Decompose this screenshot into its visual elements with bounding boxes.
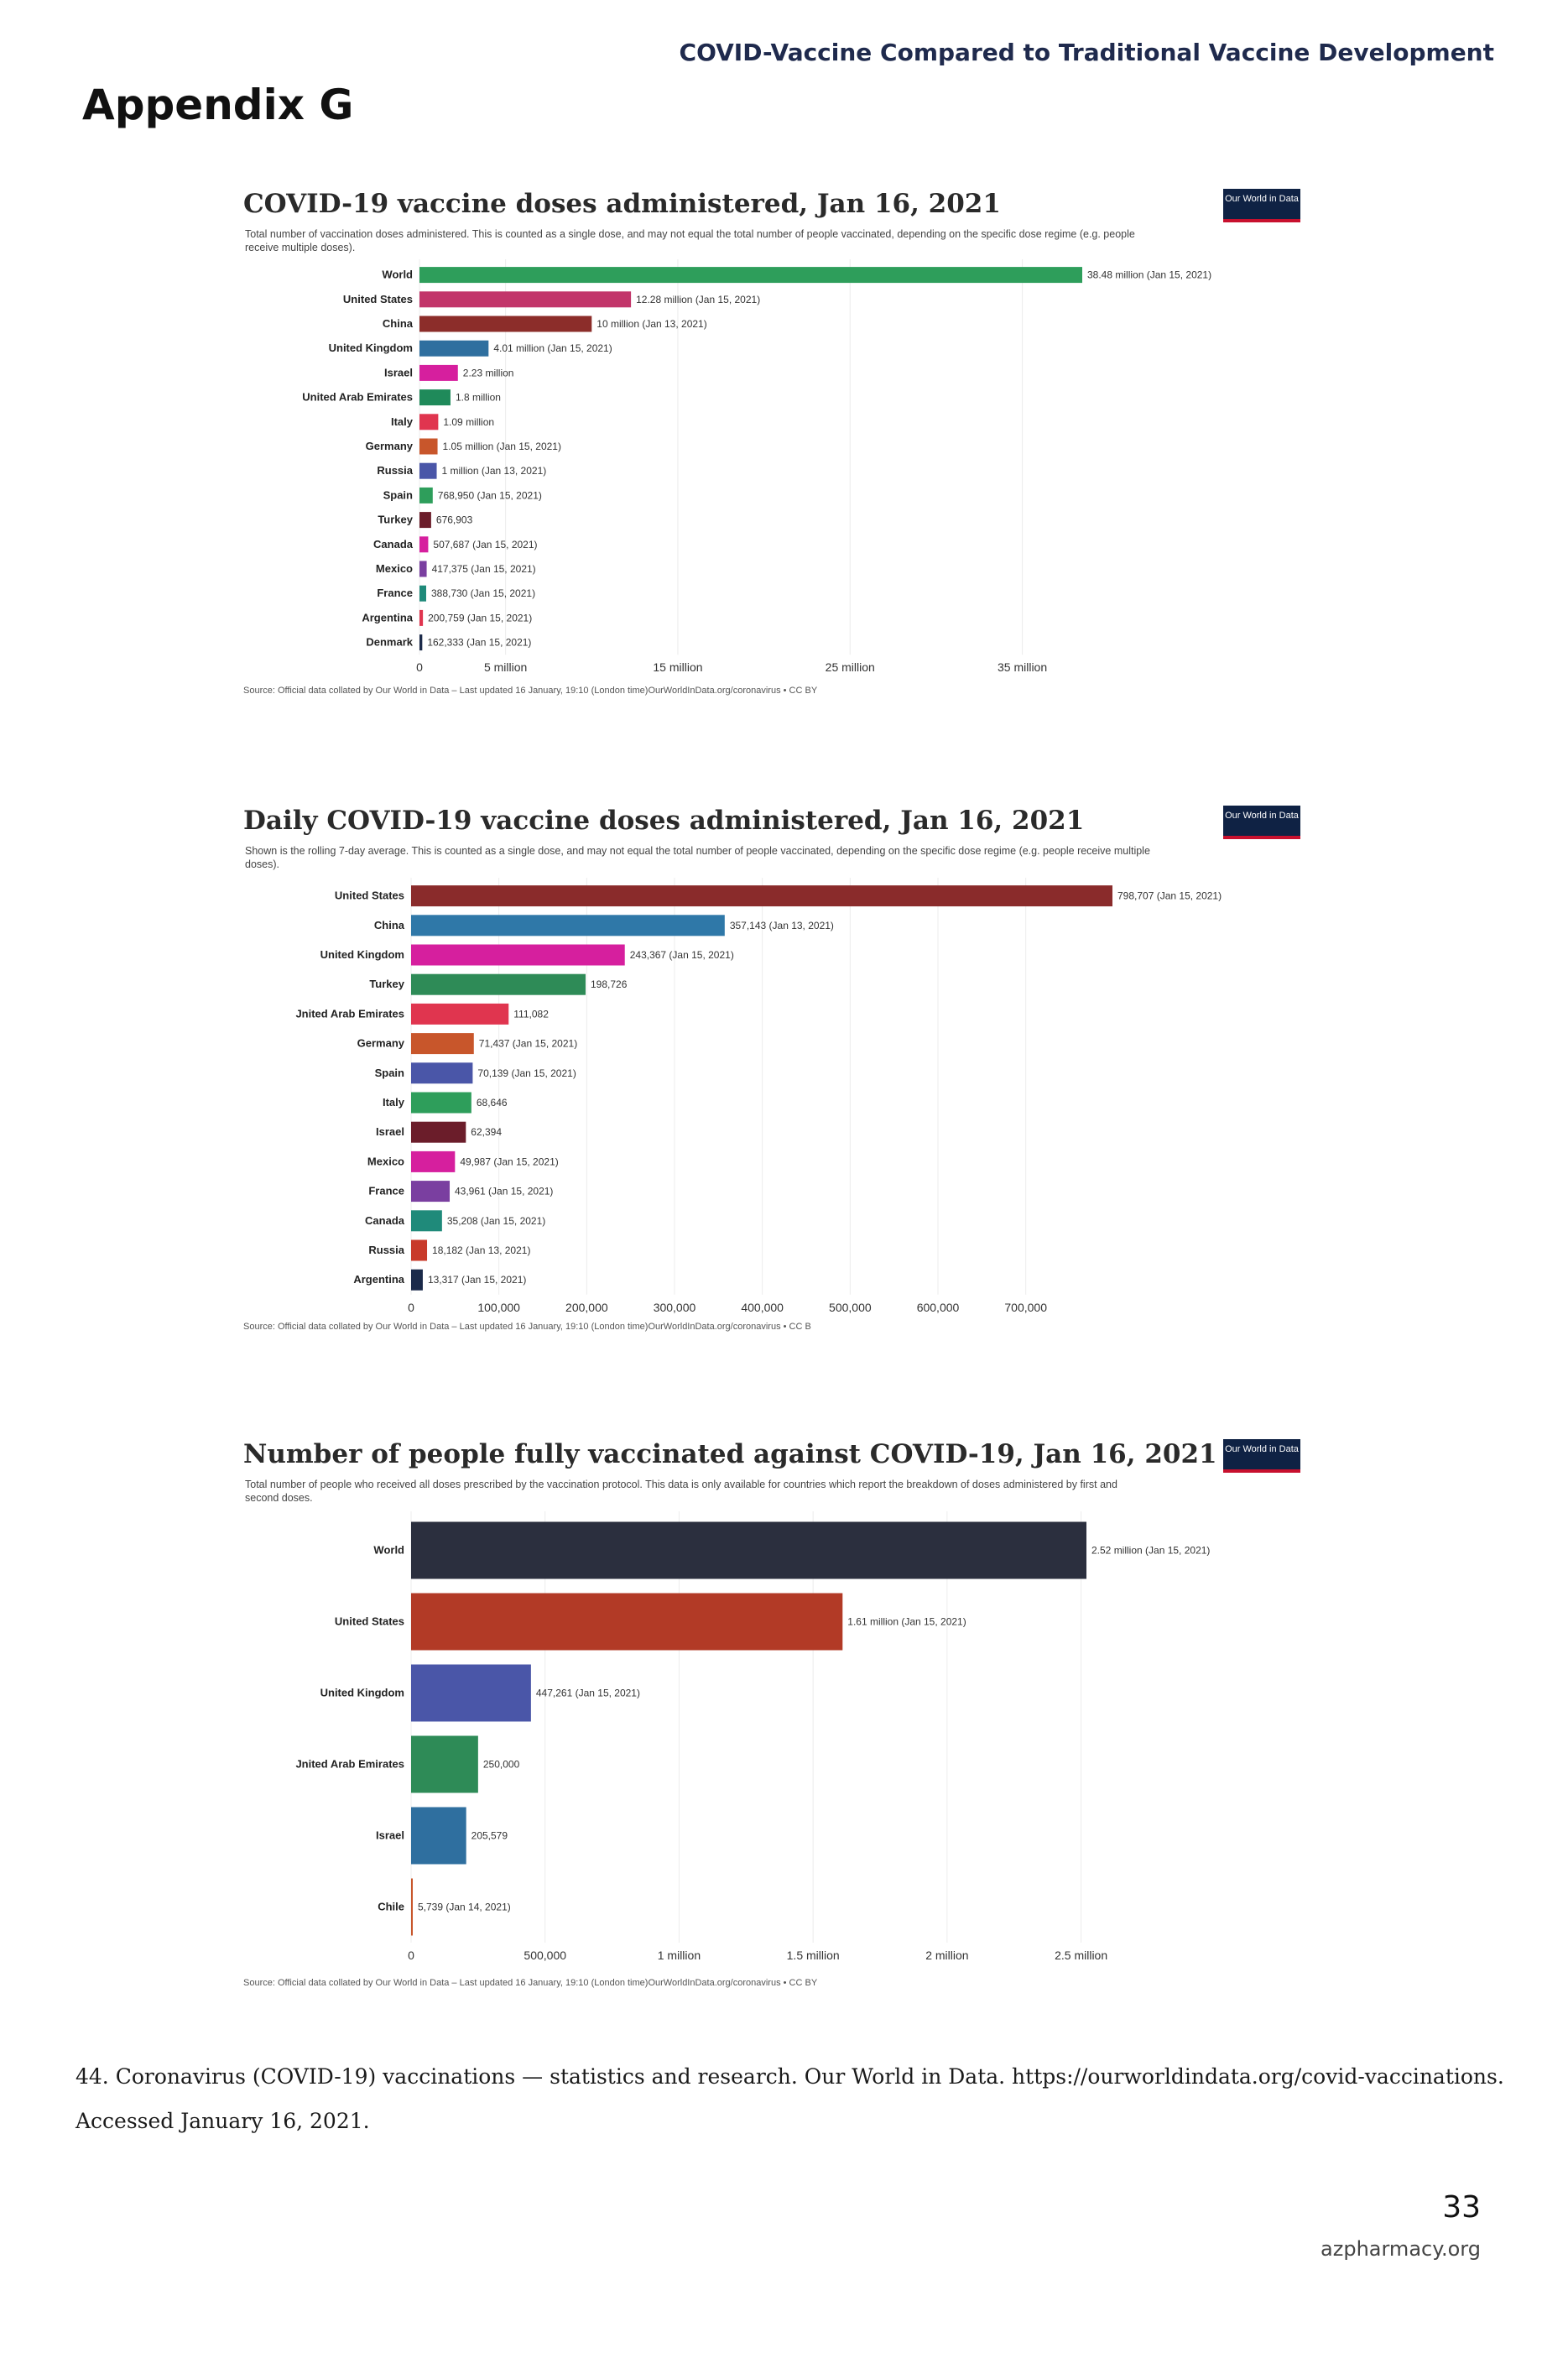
category-label: United Arab Emirates <box>302 390 413 404</box>
x-tick-label: 2.5 million <box>1055 1949 1108 1962</box>
value-label: 68,646 <box>476 1097 508 1109</box>
category-label: China <box>373 918 404 931</box>
bar <box>419 341 488 357</box>
value-label: 70,139 (Jan 15, 2021) <box>477 1067 576 1079</box>
bar <box>411 1522 1086 1579</box>
x-tick-label: 25 million <box>825 660 875 675</box>
value-label: 2.23 million <box>462 367 514 379</box>
bar <box>419 291 631 307</box>
bar <box>411 1665 531 1722</box>
x-tick-label: 700,000 <box>1004 1300 1047 1314</box>
x-tick-label: 2 million <box>925 1949 969 1962</box>
category-label: Argentina <box>353 1273 404 1286</box>
category-label: France <box>377 587 413 600</box>
value-label: 35,208 (Jan 15, 2021) <box>446 1214 546 1227</box>
bar <box>419 512 431 528</box>
bar <box>411 1004 508 1025</box>
category-label: Mexico <box>367 1155 404 1168</box>
category-label: Germany <box>365 440 413 452</box>
chart-source: Source: Official data collated by Our World in Data – Last updated 16 January, 19:10 (London time)OurWorldInData.org/coronavirus • CC B <box>243 1322 811 1332</box>
chart-plot <box>210 189 1334 686</box>
value-label: 205,579 <box>471 1829 508 1842</box>
value-label: 198,726 <box>591 978 628 991</box>
chart-doses-administered <box>210 189 1334 709</box>
value-label: 250,000 <box>482 1758 520 1771</box>
value-label: 111,082 <box>513 1008 549 1020</box>
x-tick-label: 0 <box>408 1300 414 1314</box>
x-tick-label: 200,000 <box>565 1300 608 1314</box>
x-tick-label: 0 <box>416 660 423 675</box>
category-label: China <box>382 317 413 330</box>
value-label: 49,987 (Jan 15, 2021) <box>460 1156 559 1168</box>
value-label: 4.01 million (Jan 15, 2021) <box>493 342 612 355</box>
category-label: Turkey <box>378 513 413 526</box>
chart-title: Daily COVID-19 vaccine doses administered, Jan 16, 2021 <box>243 806 1085 836</box>
bar <box>411 1736 478 1793</box>
x-tick-label: 500,000 <box>524 1949 567 1962</box>
category-label: Spain <box>383 488 413 502</box>
category-label: Israel <box>376 1125 404 1139</box>
owid-logo: Our World in Data <box>1223 189 1300 222</box>
category-label: United Kingdom <box>320 1686 404 1699</box>
chart-daily-doses <box>210 806 1334 1343</box>
x-tick-label: 100,000 <box>477 1300 520 1314</box>
value-label: 1.61 million (Jan 15, 2021) <box>847 1615 966 1628</box>
value-label: 13,317 (Jan 15, 2021) <box>427 1274 527 1286</box>
value-label: 1 million (Jan 13, 2021) <box>441 465 547 477</box>
value-label: 676,903 <box>435 514 473 526</box>
value-label: 388,730 (Jan 15, 2021) <box>430 587 536 600</box>
category-label: Italy <box>382 1096 404 1109</box>
category-label: Israel <box>384 366 413 379</box>
bar <box>419 610 423 626</box>
value-label: 18,182 (Jan 13, 2021) <box>432 1244 531 1256</box>
bar <box>419 463 437 479</box>
value-label: 162,333 (Jan 15, 2021) <box>427 636 532 649</box>
category-label: Germany <box>357 1036 404 1050</box>
chart-source: Source: Official data collated by Our World in Data – Last updated 16 January, 19:10 (London time)OurWorldInData.org/coronavirus • CC BY <box>243 1978 818 1988</box>
value-label: 507,687 (Jan 15, 2021) <box>433 538 538 550</box>
bar <box>419 561 427 577</box>
chart-plot <box>210 806 1334 1322</box>
x-tick-label: 15 million <box>653 660 703 675</box>
bar <box>411 915 725 936</box>
category-label: United Kingdom <box>328 342 413 355</box>
category-label: Italy <box>390 415 413 428</box>
x-tick-label: 600,000 <box>916 1300 960 1314</box>
value-label: 1.05 million (Jan 15, 2021) <box>442 441 561 452</box>
value-label: 417,375 (Jan 15, 2021) <box>431 563 536 575</box>
category-label: Jnited Arab Emirates <box>295 1007 404 1020</box>
site-url: azpharmacy.org <box>1321 2237 1481 2261</box>
category-label: United States <box>334 889 404 902</box>
x-tick-label: 500,000 <box>829 1300 872 1314</box>
x-tick-label: 0 <box>408 1949 414 1962</box>
category-label: United States <box>342 292 413 305</box>
chart-subtitle: Total number of vaccination doses administered. This is counted as a single dose, and may not equal the total number of people vaccinated, depending on the specific dose regime (e.g. people receive multiple doses). <box>245 228 1135 253</box>
value-label: 71,437 (Jan 15, 2021) <box>478 1037 578 1050</box>
running-header: COVID-Vaccine Compared to Traditional Vaccine Development <box>679 39 1494 66</box>
value-label: 243,367 (Jan 15, 2021) <box>629 949 734 961</box>
bar <box>411 1594 842 1651</box>
category-label: Argentina <box>362 611 413 624</box>
value-label: 357,143 (Jan 13, 2021) <box>729 919 834 931</box>
category-label: Canada <box>373 537 413 550</box>
x-tick-label: 300,000 <box>653 1300 696 1314</box>
value-label: 5,739 (Jan 14, 2021) <box>418 1901 511 1913</box>
value-label: 447,261 (Jan 15, 2021) <box>535 1687 640 1699</box>
bar <box>411 1879 413 1936</box>
bar <box>411 1151 455 1172</box>
value-label: 1.09 million <box>443 415 495 428</box>
x-tick-label: 1.5 million <box>786 1949 840 1962</box>
value-label: 12.28 million (Jan 15, 2021) <box>636 293 761 305</box>
value-label: 10 million (Jan 13, 2021) <box>596 318 707 330</box>
category-label: Mexico <box>375 562 413 575</box>
bar <box>411 945 625 966</box>
bar <box>411 1181 450 1202</box>
x-tick-label: 1 million <box>657 1949 701 1962</box>
category-label: Russia <box>368 1244 404 1256</box>
bar <box>419 439 438 455</box>
bar <box>419 365 458 381</box>
value-label: 62,394 <box>471 1126 503 1139</box>
category-label: Russia <box>377 464 413 477</box>
owid-logo: Our World in Data <box>1223 1439 1300 1473</box>
value-label: 2.52 million (Jan 15, 2021) <box>1091 1544 1211 1557</box>
bar <box>419 389 451 405</box>
bar <box>419 267 1082 283</box>
category-label: Denmark <box>366 635 413 649</box>
chart-title: Number of people fully vaccinated against COVID-19, Jan 16, 2021 <box>243 1439 1217 1469</box>
category-label: Israel <box>376 1829 404 1842</box>
bar <box>419 586 426 602</box>
bar <box>411 1122 466 1143</box>
bar <box>411 1210 442 1231</box>
bar <box>419 536 428 552</box>
chart-subtitle: Total number of people who received all doses prescribed by the vaccination protocol. This data is only available for countries which report the breakdown of doses administered by first and second doses. <box>245 1479 1117 1504</box>
bar <box>411 1240 427 1261</box>
appendix-title: Appendix G <box>82 81 354 129</box>
value-label: 768,950 (Jan 15, 2021) <box>437 489 542 502</box>
category-label: United Kingdom <box>320 948 404 961</box>
category-label: Chile <box>378 1900 404 1913</box>
footnote: 44. Coronavirus (COVID-19) vaccinations — statistics and research. Our World in Data. https://ourworldindata.org/covid-vaccinations. Accessed January 16, 2021. <box>76 2064 1504 2133</box>
bar <box>419 488 433 503</box>
x-tick-label: 35 million <box>997 660 1048 675</box>
value-label: 200,759 (Jan 15, 2021) <box>428 612 533 624</box>
bar <box>411 885 1112 906</box>
bar <box>419 634 422 650</box>
page-number: 33 <box>1442 2190 1481 2225</box>
category-label: Canada <box>365 1213 404 1227</box>
category-label: Turkey <box>369 978 404 991</box>
category-label: France <box>368 1184 404 1197</box>
bar <box>411 974 586 995</box>
x-tick-label: 5 million <box>483 660 528 675</box>
chart-fully-vaccinated <box>210 1439 1334 1997</box>
value-label: 43,961 (Jan 15, 2021) <box>455 1185 554 1197</box>
bar <box>411 1033 474 1054</box>
category-label: Spain <box>374 1066 404 1079</box>
bar <box>419 316 591 332</box>
category-label: United States <box>334 1615 404 1628</box>
category-label: Jnited Arab Emirates <box>295 1757 404 1771</box>
category-label: World <box>382 268 413 281</box>
bar <box>419 414 438 430</box>
chart-source: Source: Official data collated by Our World in Data – Last updated 16 January, 19:10 (London time)OurWorldInData.org/coronavirus • CC BY <box>243 686 818 696</box>
category-label: World <box>373 1543 404 1557</box>
value-label: 38.48 million (Jan 15, 2021) <box>1087 269 1212 281</box>
owid-logo: Our World in Data <box>1223 806 1300 839</box>
chart-title: COVID-19 vaccine doses administered, Jan 16, 2021 <box>243 189 1001 219</box>
bar <box>411 1062 472 1083</box>
chart-subtitle: Shown is the rolling 7-day average. This is counted as a single dose, and may not equal the total number of people vaccinated, depending on the specific dose regime (e.g. people receive multiple doses). <box>245 845 1150 870</box>
value-label: 1.8 million <box>455 391 501 404</box>
bar <box>411 1270 423 1291</box>
bar <box>411 1093 471 1114</box>
value-label: 798,707 (Jan 15, 2021) <box>1117 890 1222 902</box>
x-tick-label: 400,000 <box>741 1300 784 1314</box>
bar <box>411 1808 466 1865</box>
chart-plot <box>210 1439 1334 1978</box>
